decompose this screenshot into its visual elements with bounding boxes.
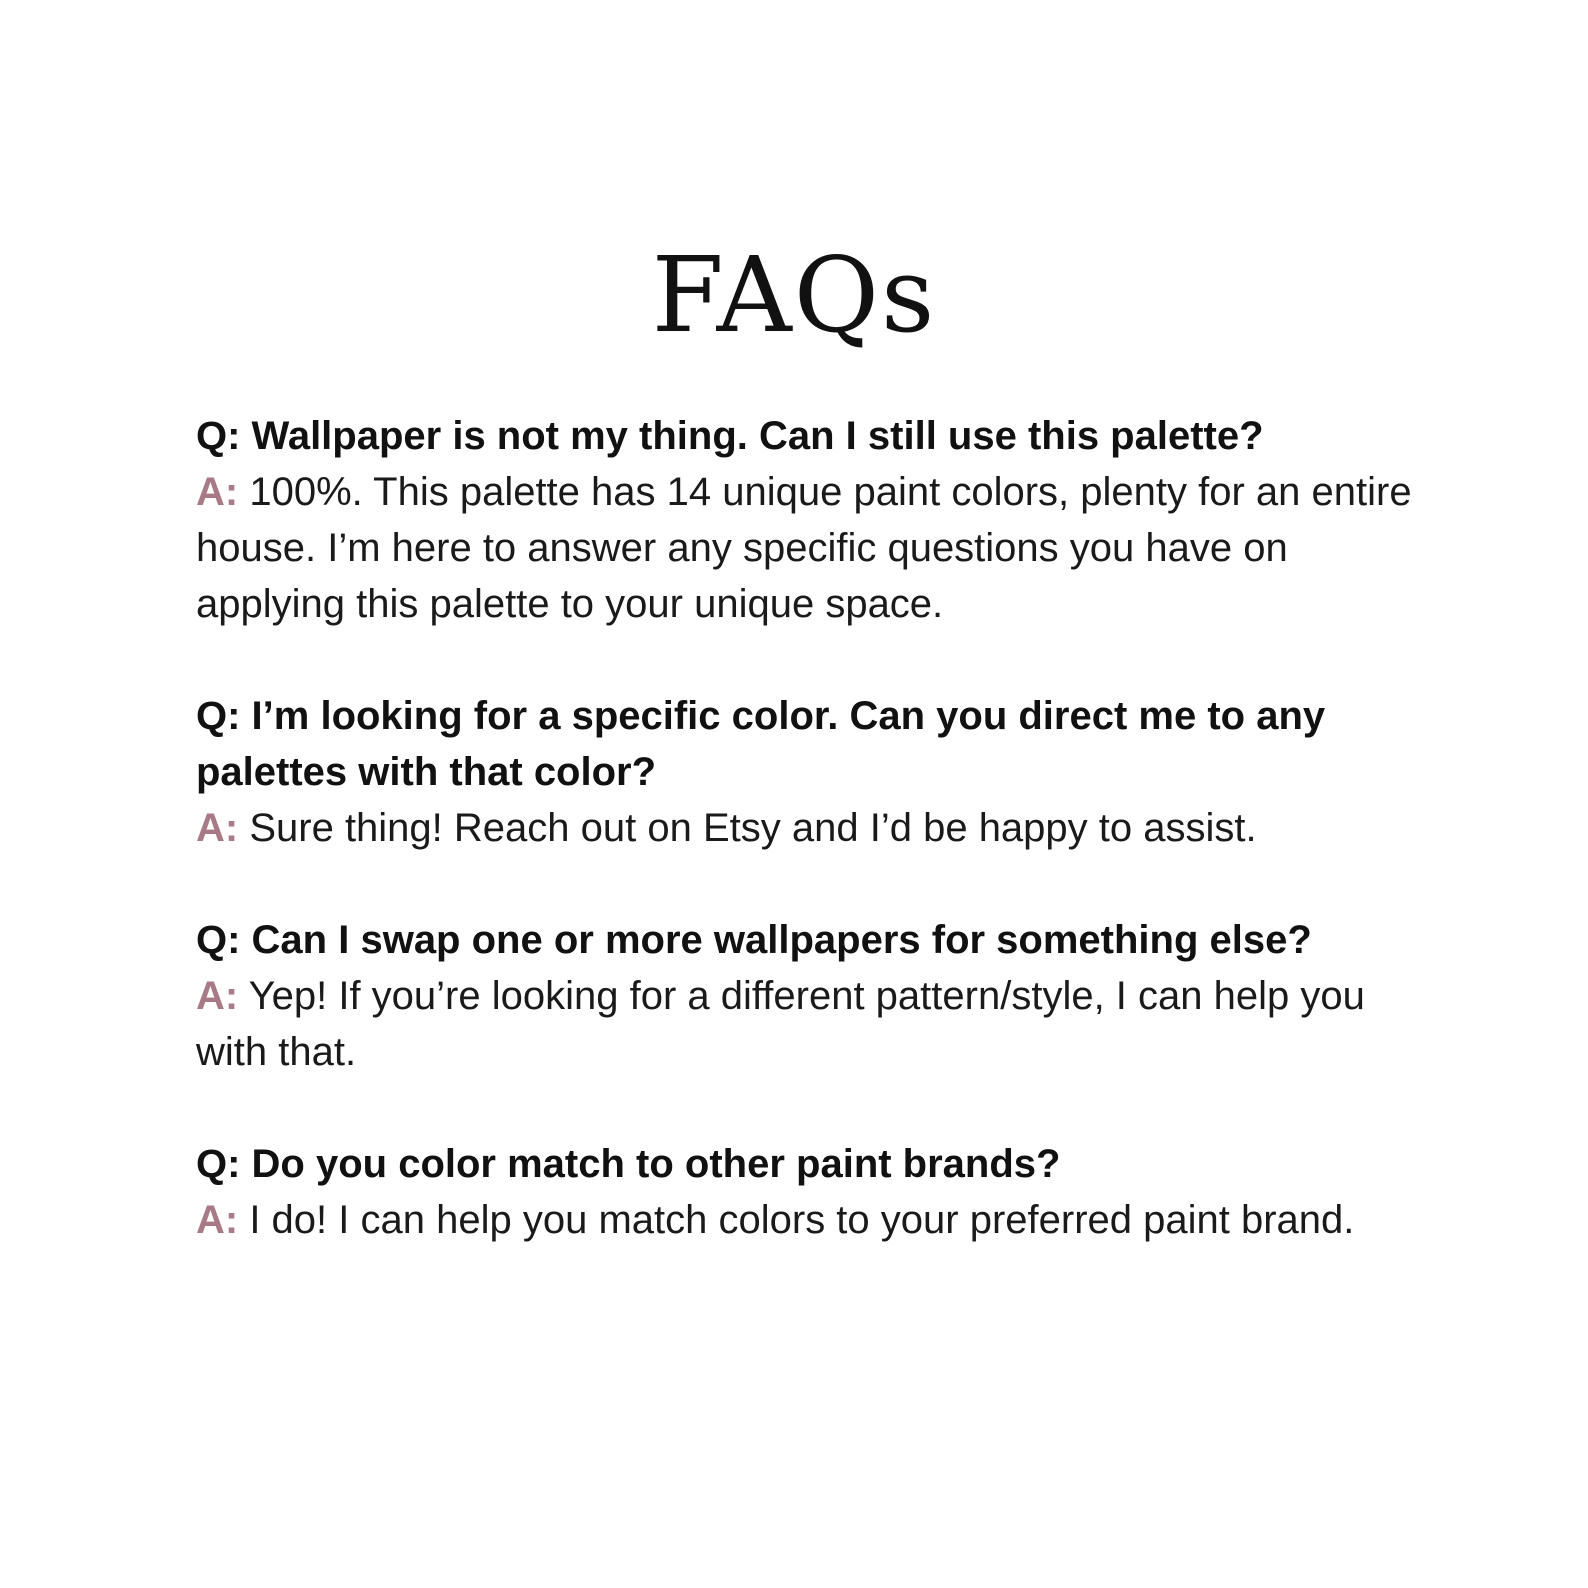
answer-prefix: A: bbox=[196, 806, 239, 850]
faq-answer bbox=[196, 1192, 1416, 1248]
answer-prefix: A: bbox=[196, 470, 239, 514]
answer-text: 100%. This palette has 14 unique paint colors, plenty for an entire house. I’m here to answer any specific questions you have on applying this palette to your unique space. bbox=[196, 470, 1412, 626]
faq-answer bbox=[196, 968, 1416, 1080]
faq-item bbox=[196, 688, 1416, 856]
answer-text: I do! I can help you match colors to your preferred paint brand. bbox=[238, 1198, 1355, 1242]
faq-question: Q: Wallpaper is not my thing. Can I still use this palette? bbox=[196, 414, 1264, 458]
faq-answer bbox=[196, 800, 1416, 856]
faq-question: Q: Do you color match to other paint brands? bbox=[196, 1142, 1061, 1186]
answer-prefix: A: bbox=[196, 974, 239, 1018]
answer-text: Yep! If you’re looking for a different pattern/style, I can help you with that. bbox=[196, 974, 1365, 1074]
answer-prefix: A: bbox=[196, 1198, 239, 1242]
faq-answer bbox=[196, 464, 1416, 632]
answer-text: Sure thing! Reach out on Etsy and I’d be happy to assist. bbox=[238, 806, 1257, 850]
faq-question: Q: Can I swap one or more wallpapers for something else? bbox=[196, 918, 1312, 962]
page-title: FAQs bbox=[651, 234, 937, 356]
faq-item bbox=[196, 912, 1416, 1080]
faq-item bbox=[196, 408, 1416, 632]
faq-list bbox=[196, 408, 1416, 1304]
faq-item bbox=[196, 1136, 1416, 1248]
faq-question: Q: I’m looking for a specific color. Can you direct me to any palettes with that color? bbox=[196, 694, 1326, 794]
